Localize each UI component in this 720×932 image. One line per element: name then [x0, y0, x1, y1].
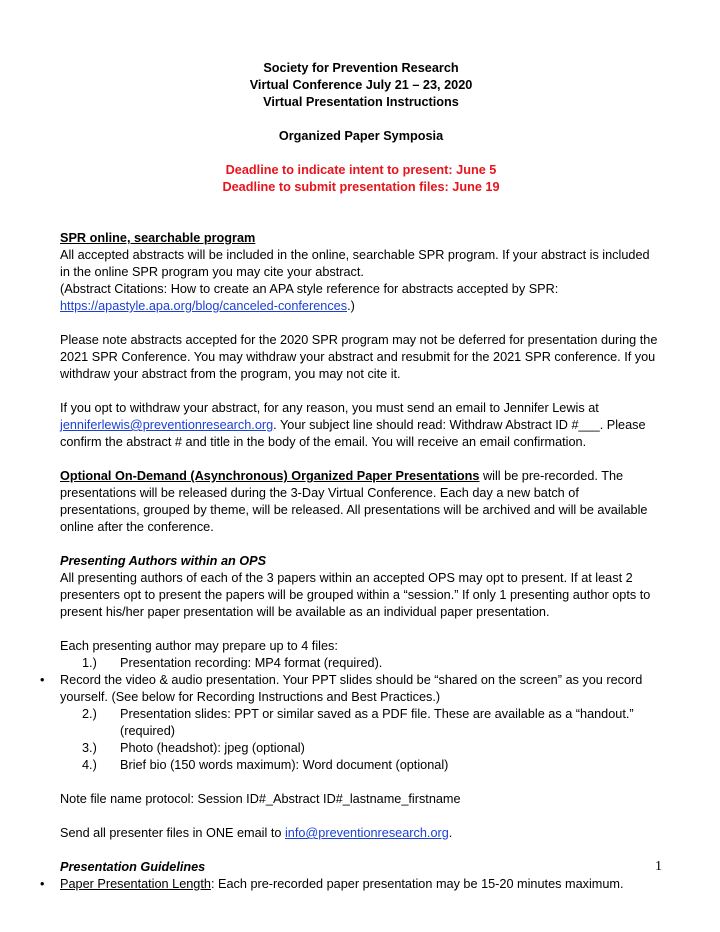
- list-item: [40, 876, 662, 893]
- list-item-text: Presentation slides: PPT or similar saved as a PDF file. These are available as a “handout.” (required): [120, 707, 634, 738]
- list-item: [40, 672, 662, 706]
- optional-paragraph: [60, 468, 662, 536]
- list-item-text: Brief bio (150 words maximum): Word document (optional): [120, 758, 449, 772]
- send-intro: Send all presenter files in ONE email to: [60, 826, 285, 840]
- list-item-number: 1.): [82, 656, 97, 670]
- document-header: [60, 60, 662, 196]
- presenting-heading: Presenting Authors within an OPS: [60, 554, 267, 568]
- presenting-paragraph: All presenting authors of each of the 3 papers within an accepted OPS may opt to present. If at least 2 presenters opt to present the papers will be grouped within a “session.” If only 1 presenting author opts to present his/her paper presentation will be available as an individual paper presentation.: [60, 571, 651, 619]
- deferral-paragraph: Please note abstracts accepted for the 2020 SPR program may not be deferred for presentation during the 2021 SPR Conference. You may withdraw your abstract and resubmit for the 2021 SPR conference. If you withdraw your abstract from the program, you may not cite it.: [60, 333, 658, 381]
- list-item: [82, 757, 662, 774]
- withdraw-rest: . Your subject line should read: Withdraw Abstract ID #___. Please confirm the abstract # and title in the body of the email. You will receive an email confirmation.: [60, 418, 646, 449]
- header-org: Society for Prevention Research: [263, 61, 459, 75]
- withdraw-email-link[interactable]: jenniferlewis@preventionresearch.org: [60, 418, 274, 432]
- page-number: 1: [655, 859, 662, 874]
- header-subtitle: Organized Paper Symposia: [278, 129, 444, 143]
- guideline-text: : Each pre-recorded paper presentation may be 15-20 minutes maximum.: [210, 877, 624, 891]
- send-files-paragraph: [60, 825, 662, 842]
- optional-text: will be pre-recorded. The presentations will be released during the 3-Day Virtual Conference. Each day a new batch of presentations, grouped by theme, will be released. All presentations will be archived and will be available online after the conference.: [60, 469, 648, 534]
- program-heading: SPR online, searchable program: [60, 231, 256, 245]
- file-name-protocol: Note file name protocol: Session ID#_Abstract ID#_lastname_firstname: [60, 792, 461, 806]
- deadline-intent: Deadline to indicate intent to present: June 5: [225, 163, 497, 177]
- guidelines-heading: Presentation Guidelines: [60, 860, 206, 874]
- bullet-icon: •: [40, 673, 45, 687]
- list-item-text: Photo (headshot): jpeg (optional): [120, 741, 305, 755]
- list-item: [82, 706, 662, 740]
- withdraw-paragraph: [60, 400, 662, 451]
- citation-end: .): [347, 299, 355, 313]
- list-item-number: 3.): [82, 741, 97, 755]
- program-paragraph: All accepted abstracts will be included in the online, searchable SPR program. If your abstract is included in the online SPR program you may cite your abstract.: [60, 248, 650, 279]
- list-item-text: Presentation recording: MP4 format (required).: [120, 656, 383, 670]
- list-item-number: 2.): [82, 707, 97, 721]
- files-list: [60, 655, 662, 672]
- citation-intro: (Abstract Citations: How to create an APA style reference for abstracts accepted by SPR:: [60, 282, 559, 296]
- recording-sub-bullets: [40, 672, 662, 706]
- guideline-label: Paper Presentation Length: [60, 877, 211, 891]
- withdraw-intro: If you opt to withdraw your abstract, for any reason, you must send an email to Jennifer Lewis at: [60, 401, 599, 415]
- files-intro: Each presenting author may prepare up to 4 files:: [60, 639, 338, 653]
- bullet-icon: •: [40, 877, 45, 891]
- guidelines-list: [40, 876, 662, 893]
- citation-paragraph: [60, 281, 662, 315]
- apa-citation-link[interactable]: https://apastyle.apa.org/blog/canceled-conferences: [60, 299, 348, 313]
- list-item: [82, 655, 662, 672]
- header-conference: Virtual Conference July 21 – 23, 2020: [249, 78, 473, 92]
- send-end: .: [448, 826, 453, 840]
- optional-heading: Optional On-Demand (Asynchronous) Organized Paper Presentations: [60, 469, 480, 483]
- sub-bullet-text: Record the video & audio presentation. Your PPT slides should be “shared on the screen” as you record yourself. (See below for Recording Instructions and Best Practices.): [60, 673, 643, 704]
- list-item: [82, 740, 662, 757]
- info-email-link[interactable]: info@preventionresearch.org: [284, 826, 449, 840]
- header-instructions: Virtual Presentation Instructions: [263, 95, 459, 109]
- list-item-number: 4.): [82, 758, 97, 772]
- deadline-files: Deadline to submit presentation files: June 19: [222, 180, 500, 194]
- files-list-continued: [60, 706, 662, 774]
